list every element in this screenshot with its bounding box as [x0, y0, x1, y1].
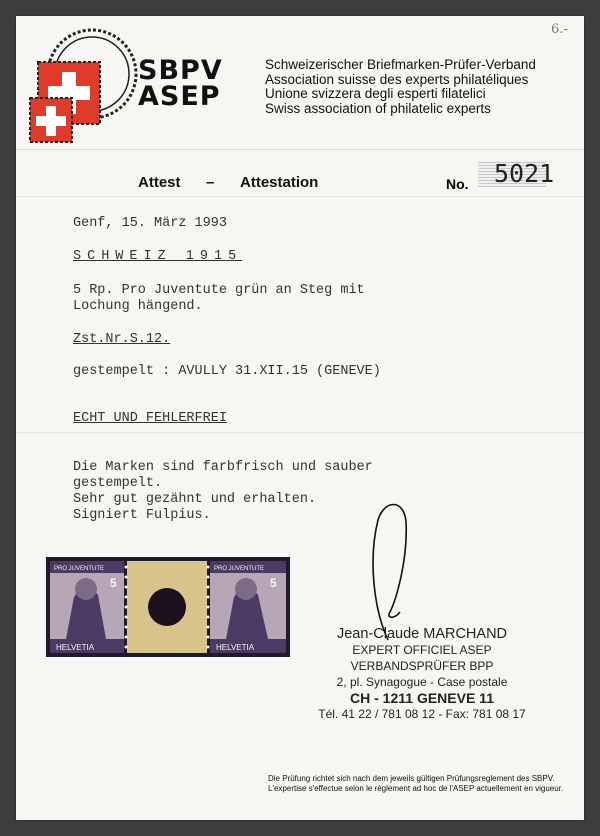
country-year: SCHWEIZ 1915	[73, 249, 243, 264]
catalog-number: Zst.Nr.S.12.	[73, 332, 171, 347]
expert-address: 2, pl. Synagogue - Case postale	[336, 675, 508, 689]
stamp-pair-image	[46, 557, 290, 662]
stamp-value: 5	[110, 576, 117, 590]
assoc-de: Schweizerischer Briefmarken-Prüfer-Verband	[265, 57, 536, 72]
description-line-2: Lochung hängend.	[73, 299, 203, 314]
pencil-note: 6.-	[551, 22, 568, 37]
brand-line-2: ASEP	[138, 81, 221, 112]
verdict: ECHT UND FEHLERFREI	[73, 411, 227, 426]
heading-dash: –	[206, 174, 215, 191]
attestation-label: Attestation	[240, 174, 319, 191]
expert-block	[312, 626, 532, 722]
footer-note	[268, 774, 563, 794]
number-label: No.	[446, 176, 469, 192]
remark-line: Die Marken sind farbfrisch und sauber	[73, 460, 373, 475]
stamp-value: 5	[270, 576, 277, 590]
assoc-it: Unione svizzera degli esperti filatelici	[265, 86, 486, 101]
expert-phone: Tél. 41 22 / 781 08 12 - Fax: 781 08 17	[318, 707, 526, 721]
assoc-fr: Association suisse des experts philatéliques	[265, 71, 529, 87]
stamp-country: HELVETIA	[56, 643, 95, 652]
attest-label: Attest	[138, 174, 181, 191]
postmark: gestempelt : AVULLY 31.XII.15 (GENEVE)	[73, 364, 381, 379]
brand-name	[138, 55, 223, 112]
sbpv-logo	[28, 28, 138, 149]
expert-title: EXPERT OFFICIEL ASEP	[352, 643, 492, 657]
footer-line-de: Die Prüfung richtet sich nach dem jeweils gültigen Prüfungsreglement des SBPV.	[268, 774, 555, 783]
stamp-country: HELVETIA	[216, 643, 255, 652]
divider	[16, 432, 584, 433]
remark-line: Signiert Fulpius.	[73, 508, 211, 523]
association-names	[265, 58, 536, 116]
remark-line: gestempelt.	[73, 476, 163, 491]
brand-line-1: SBPV	[138, 55, 223, 86]
divider	[16, 149, 584, 150]
assoc-en: Swiss association of philatelic experts	[265, 100, 491, 116]
expert-city: CH - 1211 GENEVE 11	[350, 690, 494, 706]
stamp-top-text: PRO JUVENTUTE	[214, 566, 265, 572]
description-line-1: 5 Rp. Pro Juventute grün an Steg mit	[73, 283, 365, 298]
place-date: Genf, 15. März 1993	[73, 216, 227, 231]
expert-title-de: VERBANDSPRÜFER BPP	[350, 659, 494, 673]
certificate-number: 5021	[494, 159, 555, 188]
stamp-top-text: PRO JUVENTUTE	[54, 566, 105, 572]
footer-line-fr: L'expertise s'effectue selon le règlement ad hoc de l'ASEP actuellement en vigueur.	[268, 784, 564, 793]
divider	[16, 196, 584, 197]
expert-name: Jean-Claude MARCHAND	[336, 626, 508, 642]
remark-line: Sehr gut gezähnt und erhalten.	[73, 492, 317, 507]
